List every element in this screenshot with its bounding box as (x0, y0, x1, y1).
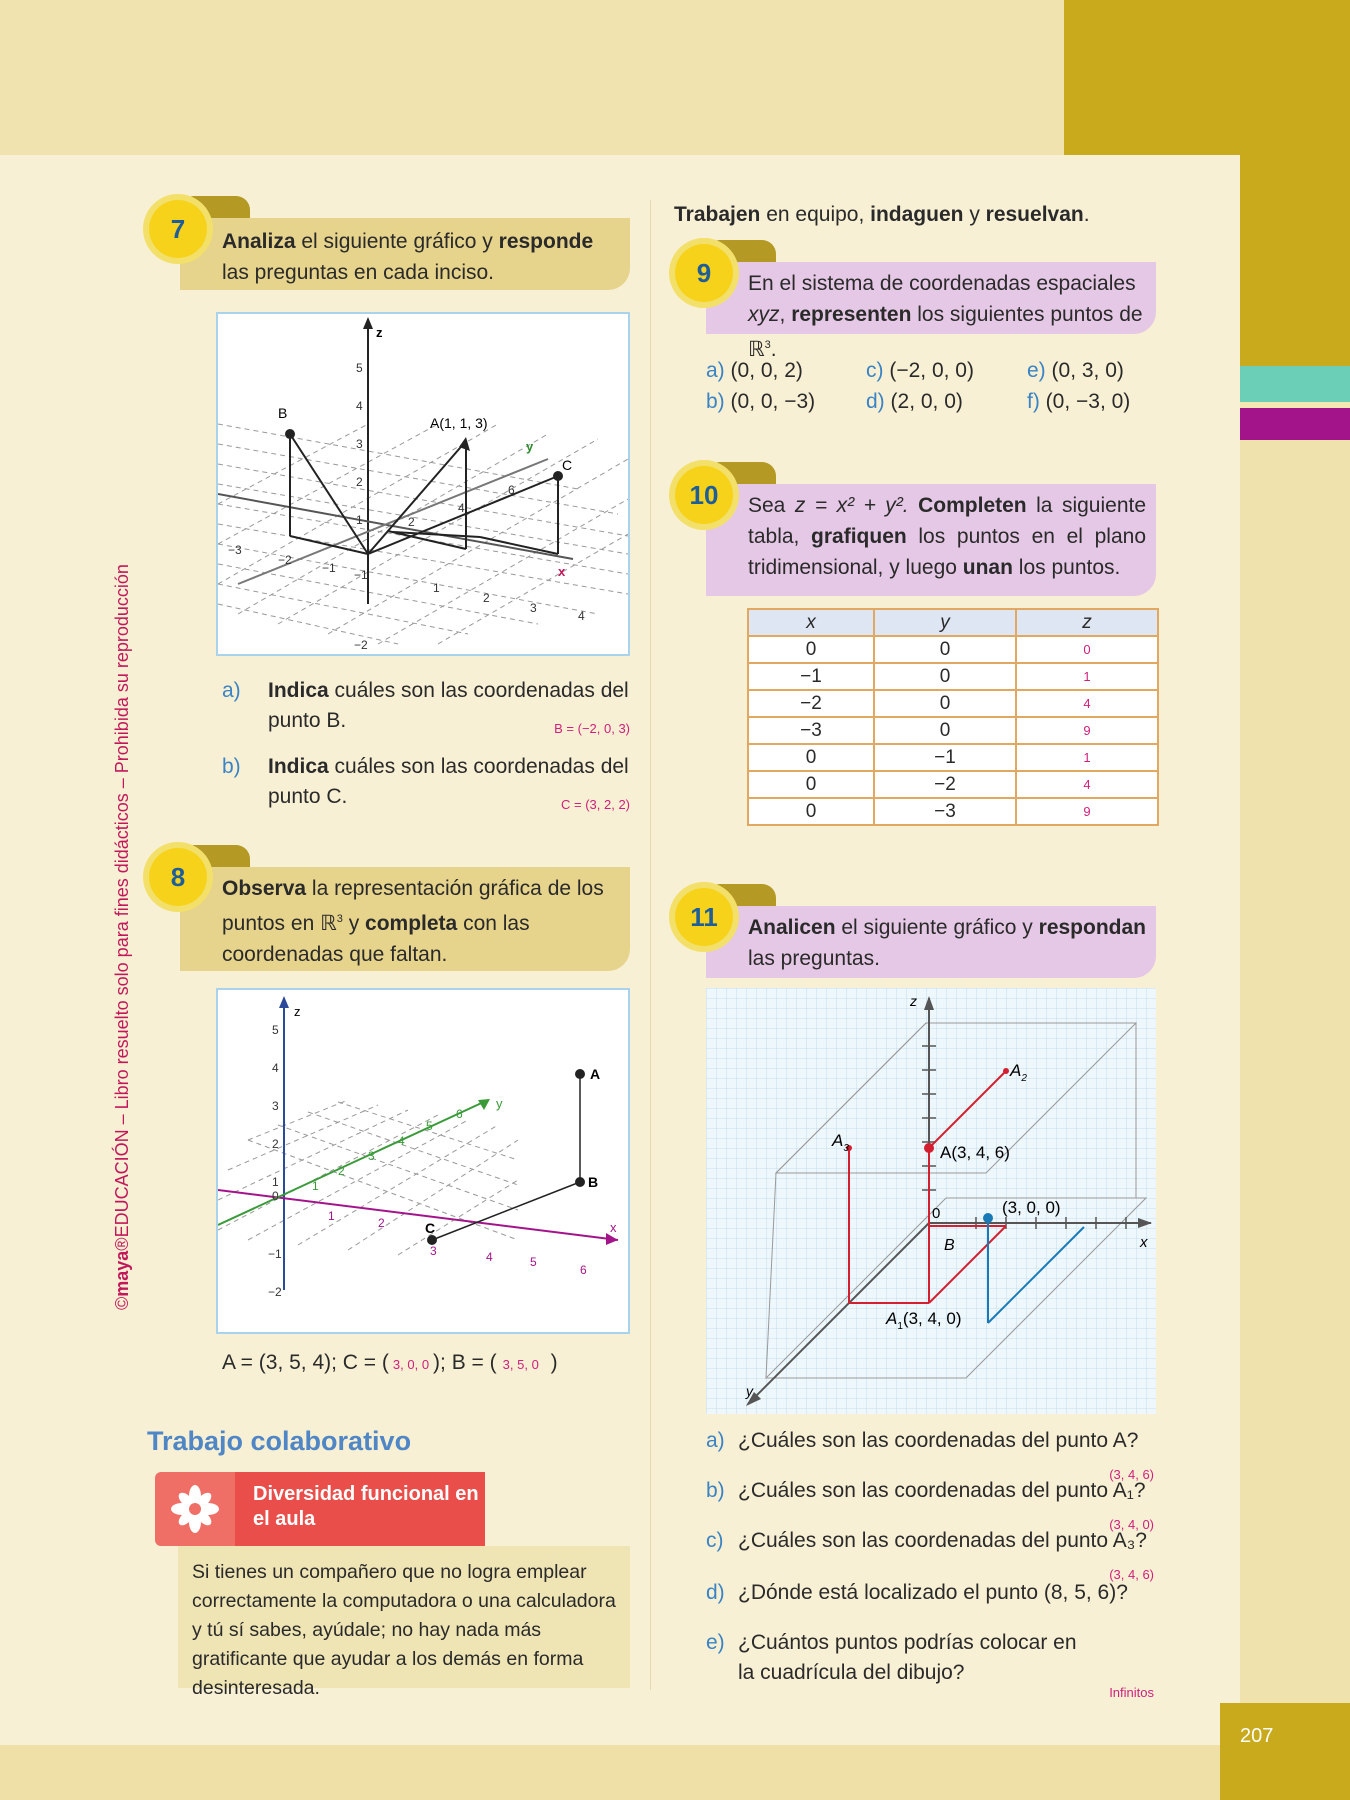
svg-text:4: 4 (578, 609, 585, 623)
svg-text:1: 1 (356, 513, 363, 527)
svg-text:6: 6 (456, 1107, 463, 1121)
svg-text:2: 2 (378, 1216, 385, 1230)
ex7-axis-x: x (558, 564, 566, 579)
ex11-number: 11 (675, 888, 733, 946)
ex9-number: 9 (675, 244, 733, 302)
ex11-graph (706, 988, 1156, 1414)
ex8-instruction: Observa la representación gráfica de los puntos en ℝ$^3$ y completa con las coordenadas que faltan. (180, 867, 630, 971)
ex11-label-a3: $A_3$ (832, 1131, 849, 1154)
ex11-label-b: B (944, 1237, 955, 1254)
ex7-number: 7 (149, 200, 207, 258)
side-copyright: ©maya®EDUCACIÓN – Libro resuelto solo para fines didácticos – Prohibida su reproducción (112, 564, 132, 1310)
collab-title: Trabajo colaborativo (147, 1426, 412, 1456)
svg-text:4: 4 (272, 1061, 279, 1075)
ex8-graph (218, 990, 628, 1332)
ex7-axis-y: y (526, 439, 534, 454)
ex8-axis-x: x (610, 1220, 617, 1235)
ex9-point-f: f) (0, −3, 0) (1027, 390, 1131, 413)
table-row: 0 −3 9 (748, 798, 1158, 825)
ex11-axis-y: y (746, 1383, 753, 1399)
right-strip (1240, 440, 1350, 1800)
svg-text:6: 6 (580, 1263, 587, 1277)
table-row: 0 −1 1 (748, 744, 1158, 771)
ex11-label-a1: $A_1(3$, 4, 0) (886, 1309, 962, 1332)
svg-text:5: 5 (272, 1023, 279, 1037)
svg-text:5: 5 (426, 1119, 433, 1133)
ex8-number: 8 (149, 848, 207, 906)
ex7-question-b: b) Indica cuáles son las coordenadas del punto C. C = (3, 2, 2) (222, 752, 630, 812)
ex11-origin: 0 (932, 1205, 941, 1222)
svg-text:1: 1 (328, 1209, 335, 1223)
flower-icon (155, 1472, 235, 1546)
svg-text:1: 1 (433, 581, 440, 595)
svg-text:3: 3 (272, 1099, 279, 1113)
svg-text:2: 2 (483, 591, 490, 605)
svg-text:−1: −1 (354, 568, 368, 582)
table-row: 0 −2 4 (748, 771, 1158, 798)
svg-text:3: 3 (368, 1149, 375, 1163)
ex8-figure (216, 988, 630, 1334)
ex11-point-a (924, 1143, 934, 1153)
ex9-point-b: b) (0, 0, −3) (706, 390, 816, 413)
ex11-axis-x: x (1140, 1234, 1148, 1251)
col-y: y (874, 609, 1016, 636)
svg-text:3: 3 (530, 601, 537, 615)
ex10-table (747, 608, 1159, 826)
ex10-number: 10 (675, 466, 733, 524)
ex11-figure (706, 988, 1156, 1414)
ex9-point-a: a) (0, 0, 2) (706, 359, 803, 382)
ex11-label-a: A(3, 4, 6) (940, 1143, 1010, 1162)
ex7-axis-z: z (376, 325, 383, 340)
ex7-graph (218, 314, 628, 654)
ex11-axis-z: z (910, 993, 917, 1009)
bottom-band (0, 1745, 1350, 1800)
ex7-question-a: a) Indica cuáles son las coordenadas del punto B. B = (−2, 0, 3) (222, 676, 630, 736)
ex7-figure (216, 312, 630, 656)
ex11-label-a2: $A_2$ (1010, 1061, 1027, 1084)
svg-text:4: 4 (398, 1134, 405, 1148)
ex11-question-e: e) ¿Cuántos puntos podrías colocar en la cuadrícula del dibujo? Infinitos (706, 1631, 1154, 1700)
ex8-axis-z: z (294, 1004, 301, 1019)
svg-text:4: 4 (458, 501, 465, 515)
svg-text:−1: −1 (268, 1247, 282, 1261)
svg-text:2: 2 (408, 515, 415, 529)
svg-text:4: 4 (486, 1250, 493, 1264)
ex9-instruction: En el sistema de coordenadas espaciales xyz, representen los siguientes puntos de ℝ$^3$. (706, 262, 1156, 334)
col-x: x (748, 609, 874, 636)
magenta-tab (1240, 408, 1350, 440)
column-divider (650, 200, 651, 1690)
svg-text:2: 2 (356, 475, 363, 489)
ex8-axis-y: y (496, 1096, 503, 1111)
top-band (0, 0, 1064, 155)
ex7-label-a: A(1, 1, 3) (430, 415, 488, 431)
svg-text:5: 5 (530, 1255, 537, 1269)
svg-text:3: 3 (430, 1244, 437, 1258)
ex8-label-c: C (425, 1220, 436, 1236)
table-row: 0 0 0 (748, 636, 1158, 663)
diversity-body: Si tienes un compañero que no logra emplear correctamente la computadora o una calculadora y tú sí sabes, ayúdale; no hay nada más gratificante que ayudar a los demás en forma desinteresada. (178, 1546, 630, 1688)
svg-text:0: 0 (272, 1189, 279, 1203)
svg-text:1: 1 (312, 1179, 319, 1193)
ex11-label-300: (3, 0, 0) (1002, 1198, 1061, 1217)
ex7-answer-b: C = (3, 2, 2) (561, 797, 630, 812)
diversity-heading: Diversidad funcional en el aula (235, 1472, 485, 1546)
ex7-label-b: B (278, 405, 288, 421)
ex7-instruction: Analiza el siguiente gráfico y responde las preguntas en cada inciso. (180, 218, 630, 290)
ex11-instruction: Analicen el siguiente gráfico y respondan las preguntas. (706, 906, 1156, 978)
ex11-question-a: a) ¿Cuáles son las coordenadas del punto A? (3, 4, 6) (706, 1429, 1154, 1482)
col-z: z (1016, 609, 1158, 636)
svg-text:−2: −2 (268, 1285, 282, 1299)
svg-text:2: 2 (338, 1164, 345, 1178)
table-row: −2 0 4 (748, 690, 1158, 717)
svg-text:4: 4 (356, 399, 363, 413)
svg-text:−1: −1 (322, 561, 336, 575)
teal-tab (1240, 366, 1350, 402)
ex11-question-b: b) ¿Cuáles son las coordenadas del punto A₁? (3, 4, 0) (706, 1479, 1154, 1532)
svg-text:2: 2 (272, 1137, 279, 1151)
svg-text:3: 3 (356, 437, 363, 451)
ex7-answer-a: B = (−2, 0, 3) (554, 721, 630, 736)
diversity-badge (155, 1472, 235, 1546)
ex9-point-c: c) (−2, 0, 0) (866, 359, 974, 382)
ex11-question-c: c) ¿Cuáles son las coordenadas del punto A₃? (3, 4, 6) (706, 1529, 1154, 1582)
team-instruction: Trabajen en equipo, indaguen y resuelvan. (674, 203, 1090, 226)
ex9-point-d: d) (2, 0, 0) (866, 390, 963, 413)
table-row: −1 0 1 (748, 663, 1158, 690)
ex9-point-e: e) (0, 3, 0) (1027, 359, 1124, 382)
svg-text:−3: −3 (228, 543, 242, 557)
svg-text:−2: −2 (278, 553, 292, 567)
ex8-label-b: B (588, 1174, 599, 1190)
ex7-point-b (285, 429, 295, 439)
svg-text:1: 1 (272, 1175, 279, 1189)
svg-text:5: 5 (356, 361, 363, 375)
table-row: −3 0 9 (748, 717, 1158, 744)
ex8-label-a: A (590, 1066, 601, 1082)
ex8-answer-line: A = (3, 5, 4); C = ( 3, 0, 0 ); B = ( 3, 5, 0 ) (222, 1351, 558, 1374)
ex11-point-300 (983, 1213, 993, 1223)
ex7-label-c: C (562, 457, 573, 473)
ex8-point-b (575, 1177, 585, 1187)
ex11-question-d: d) ¿Dónde está localizado el punto (8, 5, 6)? (706, 1581, 1128, 1604)
ex8-point-a (575, 1069, 585, 1079)
svg-text:6: 6 (508, 483, 515, 497)
ex11-point-a2 (1003, 1068, 1009, 1074)
svg-text:−2: −2 (354, 638, 368, 652)
page-number: 207 (1220, 1703, 1350, 1800)
ex10-instruction: Sea z = x² + y². Completen la siguiente tabla, grafiquen los puntos en el plano tridimensional, y luego unan los puntos. (706, 484, 1156, 596)
